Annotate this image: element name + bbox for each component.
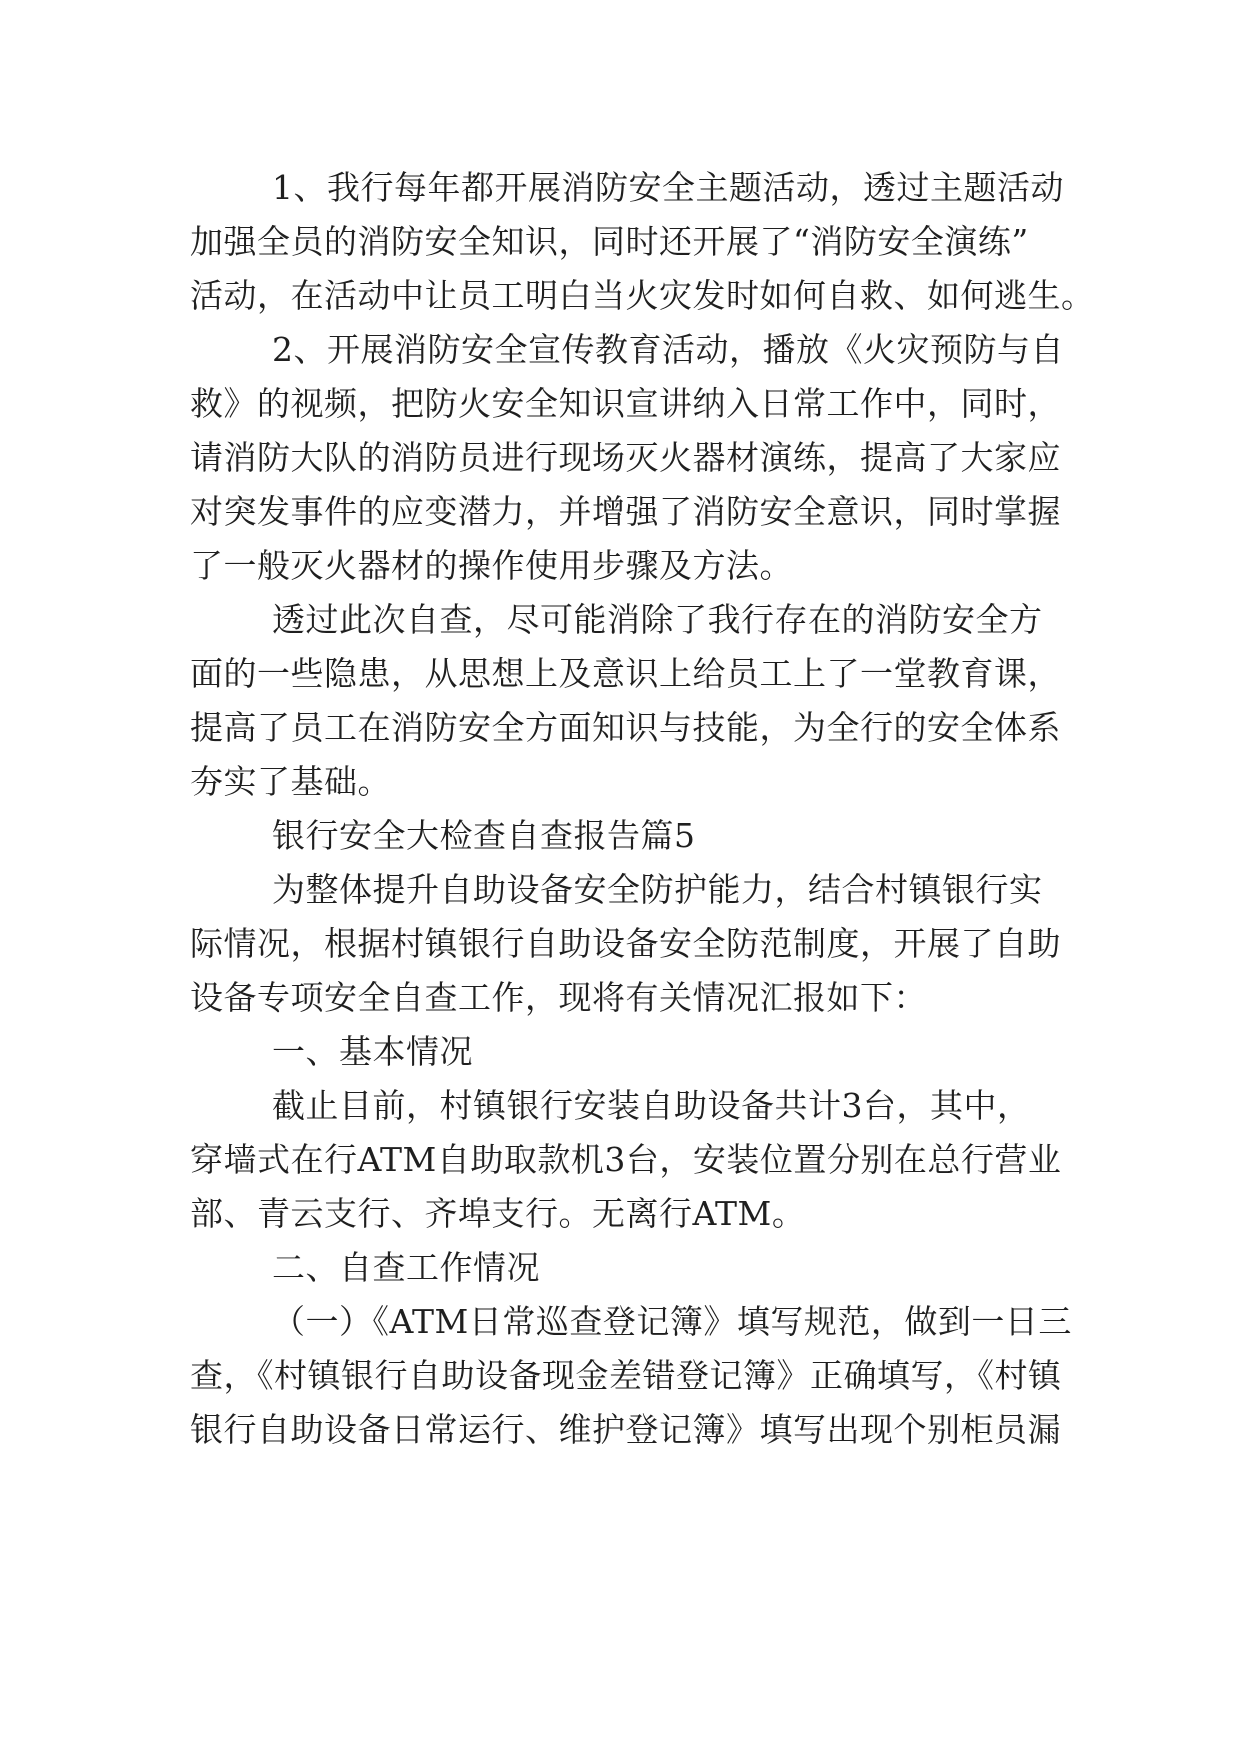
paragraph-line: 面的一些隐患，从思想上及意识上给员工上了一堂教育课， xyxy=(190,654,1061,693)
paragraph-line: 了一般灭火器材的操作使用步骤及方法。 xyxy=(190,546,793,585)
paragraph-line: 部、青云支行、齐埠支行。无离行ATM。 xyxy=(190,1194,806,1233)
paragraph-line: 为整体提升自助设备安全防护能力，结合村镇银行实 xyxy=(272,870,1043,909)
paragraph-line: 加强全员的消防安全知识，同时还开展了“消防安全演练” xyxy=(190,222,1029,261)
paragraph-line: （一）《ATM日常巡查登记簿》填写规范，做到一日三 xyxy=(272,1302,1072,1341)
paragraph-line: 提高了员工在消防安全方面知识与技能，为全行的安全体系 xyxy=(190,708,1061,747)
paragraph-line: 穿墙式在行ATM自助取款机3台，安装位置分别在总行营业 xyxy=(190,1140,1062,1179)
paragraph-line: 活动，在活动中让员工明白当火灾发时如何自救、如何逃生。 xyxy=(190,276,1095,315)
subsection-heading: 一、基本情况 xyxy=(272,1032,473,1071)
subsection-heading: 二、自查工作情况 xyxy=(272,1248,540,1287)
paragraph-line: 1、我行每年都开展消防安全主题活动，透过主题活动 xyxy=(272,168,1064,207)
section-heading: 银行安全大检查自查报告篇5 xyxy=(272,816,696,855)
paragraph-line: 对突发事件的应变潜力，并增强了消防安全意识，同时掌握 xyxy=(190,492,1061,531)
paragraph-line: 截止目前，村镇银行安装自助设备共计3台，其中， xyxy=(272,1086,1031,1125)
paragraph-line: 透过此次自查，尽可能消除了我行存在的消防安全方 xyxy=(272,600,1043,639)
paragraph-line: 际情况，根据村镇银行自助设备安全防范制度，开展了自助 xyxy=(190,924,1061,963)
paragraph-line: 救》的视频，把防火安全知识宣讲纳入日常工作中，同时， xyxy=(190,384,1061,423)
paragraph-line: 2、开展消防安全宣传教育活动，播放《火灾预防与自 xyxy=(272,330,1064,369)
paragraph-line: 请消防大队的消防员进行现场灭火器材演练，提高了大家应 xyxy=(190,438,1061,477)
paragraph-line: 银行自助设备日常运行、维护登记簿》填写出现个别柜员漏 xyxy=(190,1410,1061,1449)
paragraph-line: 设备专项安全自查工作，现将有关情况汇报如下： xyxy=(190,978,927,1017)
paragraph-line: 查，《村镇银行自助设备现金差错登记簿》正确填写，《村镇 xyxy=(190,1356,1062,1395)
paragraph-line: 夯实了基础。 xyxy=(190,762,391,801)
